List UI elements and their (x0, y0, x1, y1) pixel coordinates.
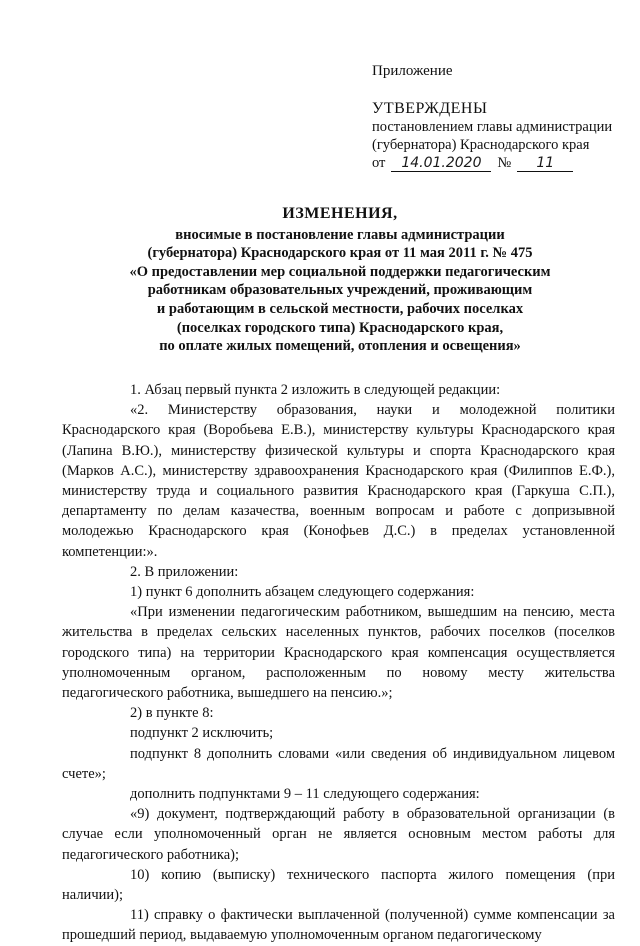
body-paragraph-6: 2) в пункте 8: (130, 705, 214, 722)
title-line-6: (поселках городского типа) Краснодарского края, (176, 319, 504, 336)
title-main: ИЗМЕНЕНИЯ, (282, 205, 398, 222)
body-paragraph-3: 2. В приложении: (130, 563, 239, 580)
body-paragraph-4: 1) пункт 6 дополнить абзацем следующего содержания: (130, 584, 475, 601)
appendix-label: Приложение (372, 63, 453, 79)
title-line-1: вносимые в постановление главы администрации (175, 226, 505, 243)
body-paragraph-11: 10) копию (выписку) технического паспорта жилого помещения (при наличии); (62, 866, 615, 904)
document-body (62, 380, 615, 946)
title-line-4: работникам образовательных учреждений, проживающим (147, 282, 533, 299)
title-line-5: и работающим в сельской местности, рабочих поселках (156, 300, 524, 317)
title-line-2: (губернатора) Краснодарского края от 11 мая 2011 г. № 475 (147, 245, 533, 262)
number-sign: № (497, 155, 512, 171)
body-paragraph-10: «9) документ, подтверждающий работу в образовательной организации (в случае если уполномоченный орган не является основным местом работы для педагогического работника); (62, 806, 615, 863)
title-line-3: «О предоставлении мер социальной поддержки педагогическим (129, 263, 551, 280)
body-paragraph-9: дополнить подпунктами 9 – 11 следующего содержания: (130, 786, 480, 803)
body-paragraph-8: подпункт 8 дополнить словами «или сведения об индивидуальном лицевом счете»; (62, 745, 615, 782)
handwritten-number: 11 (517, 155, 573, 172)
title-line-7: по оплате жилых помещений, отопления и освещения» (159, 338, 521, 355)
date-number-line (372, 154, 632, 172)
handwritten-date: 14.01.2020 (391, 155, 491, 172)
body-paragraph-1: 1. Абзац первый пункта 2 изложить в следующей редакции: (130, 382, 501, 398)
body-paragraph-2: «2. Министерству образования, науки и молодежной политики Краснодарского края (Воробьева Е.В.), министерству культуры Краснодарского края (Лапина В.Ю.), министерству физической культуры и спорта Краснодарского края (Марков А.С.), министерству здравоохранения Краснодарского края (Филиппов Е.Ф.), министерству труда и социального развития Краснодарского края (Гаркуша С.П.), департаменту по делам казачества, военным вопросам и работе с допризывной молодежью Краснодарского края (Конофьев Д.С.) в пределах установленной компетенции:». (62, 402, 615, 560)
approved-line-2: (губернатора) Краснодарского края (372, 137, 590, 153)
body-paragraph-5: «При изменении педагогическим работником, вышедшим на пенсию, места жительства в пределах сельских населенных пунктов, рабочих поселков (поселков городского типа) на территории Краснодарского края компенсация осуществляется уполномоченным органом, расположенным по новому месту жительства педагогического работника, вышедшего на пенсию.»; (62, 604, 615, 702)
approved-line-1: постановлением главы администрации (372, 119, 613, 135)
body-paragraph-7: подпункт 2 исключить; (130, 725, 274, 742)
document-title (60, 205, 620, 356)
body-paragraph-12: 11) справку о фактически выплаченной (полученной) сумме компенсации за прошедший период, выдаваемую уполномоченным органом педагогическому (62, 907, 615, 944)
approved-title: УТВЕРЖДЕНЫ (372, 100, 488, 117)
approval-header (372, 62, 632, 172)
date-prefix: от (372, 155, 386, 171)
